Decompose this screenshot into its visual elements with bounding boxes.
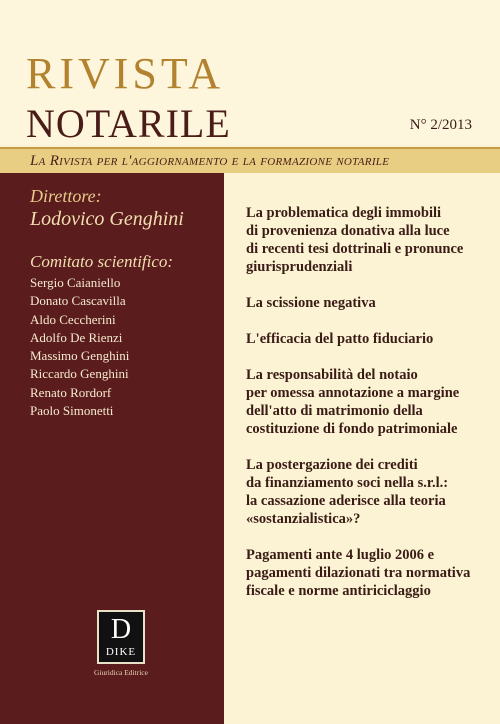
article-line: da finanziamento soci nella s.r.l.: [246,475,449,491]
article-line: la cassazione aderisce alla teoria [246,493,446,509]
article-title [246,366,486,438]
article-title [246,546,486,600]
tagline: La Rivista per l'aggiornamento e la formazione notarile [0,147,500,173]
article-line: dell'atto di matrimonio della [246,403,423,419]
committee-member: Sergio Caianiello [30,275,121,290]
logo-name: DIKE [105,646,137,658]
publisher-logo [97,610,145,664]
committee-list [30,274,129,420]
issue-number: N° 2/2013 [409,117,472,133]
article-line: giurisprudenziali [246,259,353,275]
article-line: La postergazione dei crediti [246,457,418,473]
article-line: Pagamenti ante 4 luglio 2006 e [246,547,435,563]
article-line: «sostanzialistica»? [246,511,361,527]
article-line: fiscale e norme antiriciclaggio [246,583,431,599]
director-label: Direttore: [30,186,102,206]
article-line: La responsabilità del notaio [246,367,418,383]
committee-member: Massimo Genghini [30,348,130,364]
journal-title-notarile: NOTARILE [26,101,231,146]
article-title [246,330,486,348]
article-title [246,456,486,528]
logo-letter: D [110,614,132,645]
article-line: L'efficacia del patto fiduciario [246,331,434,347]
article-title [246,204,486,276]
committee-member: Renato Rordorf [30,384,112,400]
committee-member: Aldo Ceccherini [30,311,116,327]
article-line: per omessa annotazione a margine [246,385,460,401]
article-line: di recenti tesi dottrinali e pronunce [246,241,464,257]
masthead [0,0,500,145]
publisher-subtitle: Giuridica Editrice [94,668,148,677]
committee-label: Comitato scientifico: [30,252,174,271]
director-name: Lodovico Genghini [30,208,184,230]
article-line: La scissione negativa [246,295,376,311]
article-title [246,294,486,312]
article-line: costituzione di fondo patrimoniale [246,421,458,437]
committee-member: Riccardo Genghini [30,366,129,382]
article-line: pagamenti dilazionati tra normativa [246,565,471,581]
committee-member: Adolfo De Rienzi [30,329,123,345]
journal-title-rivista: RIVISTA [26,49,225,98]
article-line: La problematica degli immobili [246,205,442,221]
committee-member: Donato Cascavilla [30,293,126,309]
committee-member: Paolo Simonetti [30,403,114,419]
article-line: di provenienza donativa alla luce [246,223,450,239]
table-of-contents [246,204,486,618]
